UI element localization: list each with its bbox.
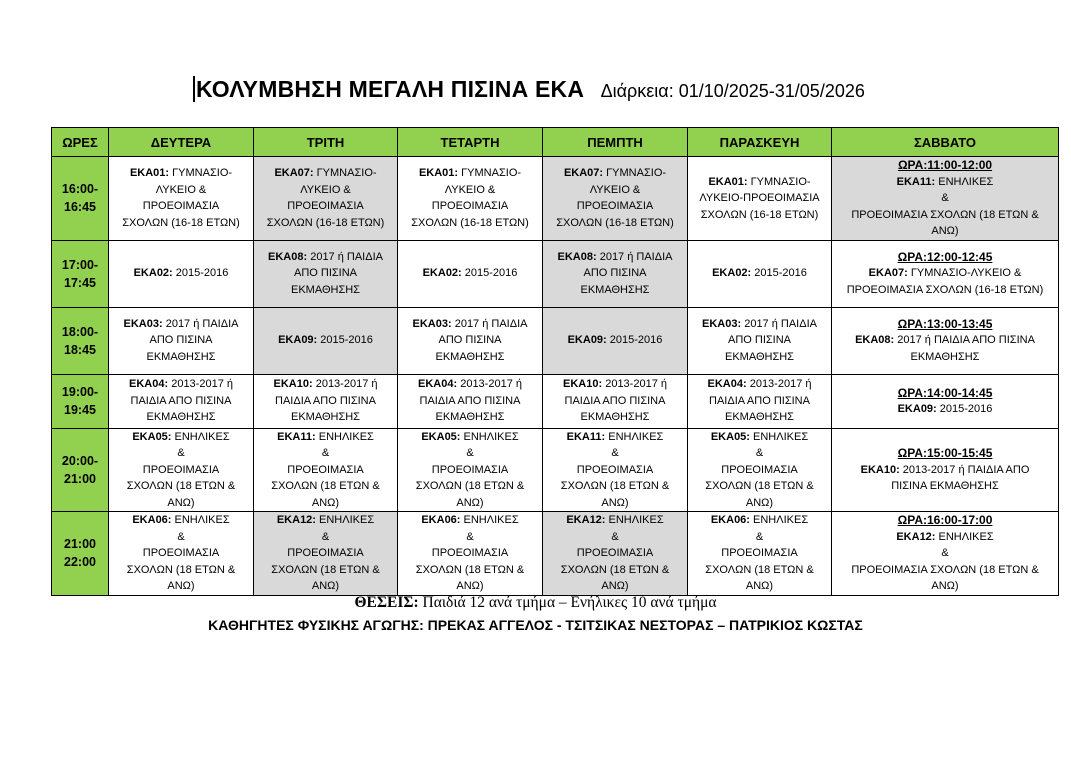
- session-time: ΩΡΑ:14:00-14:45: [897, 385, 993, 400]
- class-desc-line: &: [611, 447, 619, 459]
- hour-label: 16:45: [64, 200, 96, 215]
- header-wednesday: ΤΕΤΑΡΤΗ: [398, 128, 543, 157]
- class-desc-line: ΣΧΟΛΩΝ (18 ΕΤΩΝ &: [560, 563, 670, 576]
- class-heading: [109, 429, 253, 446]
- class-heading: [688, 316, 831, 333]
- class-desc-line: 2013-2017 ή: [460, 378, 522, 391]
- class-desc-line: ΣΧΟΛΩΝ (18 ΕΤΩΝ &: [415, 480, 525, 492]
- class-desc-line: ΠΑΙΔΙΑ ΑΠΟ ΠΙΣΙΝΑ: [130, 394, 232, 407]
- class-desc-line: ΕΝΗΛΙΚΕΣ: [753, 430, 809, 443]
- class-desc-line: ΑΝΩ): [601, 496, 629, 509]
- class-desc-line: 2017 ή ΠΑΙΔΙΑ: [165, 317, 239, 330]
- class-desc-line: 2015-2016: [464, 267, 518, 280]
- hour-label: 21:00: [64, 471, 96, 486]
- class-heading: [398, 316, 542, 333]
- class-desc-line: 2013-2017 ή ΠΑΙΔΙΑ ΑΠΟ: [902, 463, 1030, 476]
- teachers-note: ΚΑΘΗΓΗΤΕΣ ΦΥΣΙΚΗΣ ΑΓΩΓΗΣ: ΠΡΕΚΑΣ ΑΓΓΕΛΟΣ - ΤΣΙΤΣΙΚΑΣ ΝΕΣΤΟΡΑΣ – ΠΑΤΡΙΚΙΟΣ ΚΩΣΤΑΣ: [208, 617, 863, 633]
- class-cell-wednesday: [398, 512, 543, 596]
- class-code: ΕΚΑ09:: [278, 334, 318, 347]
- class-cell-thursday: [543, 307, 688, 374]
- class-code: ΕΚΑ02:: [422, 267, 462, 280]
- class-heading: [543, 429, 687, 446]
- class-cell-thursday: [543, 157, 688, 241]
- class-cell-monday: [109, 157, 254, 241]
- class-heading: [109, 512, 253, 529]
- class-heading: [543, 512, 687, 529]
- class-desc-line: ΣΧΟΛΩΝ (18 ΕΤΩΝ &: [705, 480, 814, 492]
- class-heading: [543, 376, 687, 393]
- class-desc-line: 2013-2017 ή: [749, 378, 812, 391]
- class-desc-line: &: [941, 547, 949, 559]
- class-cell-saturday: [832, 374, 1059, 428]
- class-desc-line: ΣΧΟΛΩΝ (18 ΕΤΩΝ &: [271, 563, 380, 576]
- class-cell-thursday: [543, 512, 688, 596]
- class-cell-friday: [688, 374, 832, 428]
- class-heading: [109, 265, 253, 282]
- class-cell-wednesday: [398, 428, 543, 512]
- class-desc-line: ΠΡΟΕΟΙΜΑΣΙΑ: [431, 547, 509, 559]
- class-desc-line: ΠΑΙΔΙΑ ΑΠΟ ΠΙΣΙΝΑ: [275, 394, 376, 407]
- class-cell-tuesday: [254, 512, 398, 596]
- class-code: ΕΚΑ10:: [860, 463, 900, 476]
- hour-cell: [52, 512, 109, 596]
- class-heading: [398, 165, 542, 182]
- class-code: ΕΚΑ07:: [868, 267, 908, 280]
- class-desc-line: ΓΥΜΝΑΣΙΟ-: [316, 167, 377, 180]
- header-tuesday: ΤΡΙΤΗ: [254, 128, 398, 157]
- class-heading: [832, 401, 1058, 418]
- class-code: ΕΚΑ08:: [855, 334, 895, 347]
- class-desc-line: &: [321, 447, 330, 459]
- class-desc-line: ΕΝΗΛΙΚΕΣ: [753, 514, 809, 526]
- class-code: ΕΚΑ09:: [567, 334, 607, 347]
- class-desc-line: ΠΡΟΕΟΙΜΑΣΙΑ ΣΧΟΛΩΝ (18 ΕΤΩΝ &: [851, 208, 1039, 221]
- hour-cell: [52, 374, 109, 428]
- class-cell-tuesday: [254, 307, 398, 374]
- class-desc-line: ΠΡΟΕΟΙΜΑΣΙΑ: [142, 200, 220, 213]
- class-heading: [398, 376, 542, 393]
- class-code: ΕΚΑ05:: [710, 430, 750, 443]
- class-desc-line: ΕΝΗΛΙΚΕΣ: [463, 430, 519, 443]
- class-cell-saturday: [832, 512, 1059, 596]
- class-cell-monday: [109, 240, 254, 307]
- class-desc-line: ΠΡΟΕΟΙΜΑΣΙΑ: [721, 463, 798, 476]
- class-heading: [832, 265, 1058, 282]
- class-desc-line: ΑΠΟ ΠΙΣΙΝΑ: [583, 267, 647, 280]
- class-cell-tuesday: [254, 240, 398, 307]
- class-desc-line: ΑΝΩ): [167, 496, 195, 509]
- schedule-row: [52, 428, 1059, 512]
- class-heading: [832, 174, 1058, 191]
- class-desc-line: ΕΚΜΑΘΗΣΗΣ: [291, 283, 360, 296]
- hour-label: 21:00: [64, 537, 96, 552]
- class-cell-friday: [688, 428, 832, 512]
- class-cell-monday: [109, 512, 254, 596]
- class-cell-wednesday: [398, 374, 543, 428]
- hour-label: 19:45: [64, 403, 96, 417]
- class-cell-monday: [109, 428, 254, 512]
- class-desc-line: ΕΝΗΛΙΚΕΣ: [938, 175, 994, 188]
- class-heading: [254, 165, 397, 182]
- class-desc-line: ΕΚΜΑΘΗΣΗΣ: [146, 411, 216, 424]
- schedule-row: [52, 240, 1059, 307]
- class-desc-line: ΣΧΟΛΩΝ (18 ΕΤΩΝ &: [126, 563, 236, 576]
- class-desc-line: ΠΙΣΙΝΑ ΕΚΜΑΘΗΣΗΣ: [891, 480, 999, 492]
- page-title-row: [193, 76, 865, 103]
- class-cell-thursday: [543, 240, 688, 307]
- class-heading: [254, 376, 397, 393]
- session-time: ΩΡΑ:13:00-13:45: [897, 316, 993, 331]
- class-heading: [543, 332, 687, 349]
- class-heading: [832, 462, 1058, 479]
- class-desc-line: 2015-2016: [939, 403, 993, 415]
- class-desc-line: ΣΧΟΛΩΝ (18 ΕΤΩΝ &: [126, 480, 236, 492]
- class-desc-line: ΕΝΗΛΙΚΕΣ: [608, 514, 664, 526]
- class-desc-line: ΕΚΜΑΘΗΣΗΣ: [291, 411, 360, 424]
- class-desc-line: ΠΑΙΔΙΑ ΑΠΟ ΠΙΣΙΝΑ: [709, 394, 810, 407]
- class-code: ΕΚΑ06:: [132, 514, 172, 526]
- class-desc-line: &: [466, 447, 474, 459]
- class-cell-friday: [688, 512, 832, 596]
- class-desc-line: ΠΡΟΕΟΙΜΑΣΙΑ ΣΧΟΛΩΝ (16-18 ΕΤΩΝ): [846, 283, 1044, 296]
- class-cell-thursday: [543, 374, 688, 428]
- class-desc-line: &: [941, 192, 949, 204]
- class-desc-line: 2013-2017 ή: [315, 378, 378, 391]
- class-desc-line: ΣΧΟΛΩΝ (16-18 ΕΤΩΝ): [266, 216, 385, 229]
- class-code: ΕΚΑ04:: [129, 378, 169, 391]
- hour-label: 17:00-: [61, 257, 99, 272]
- class-code: ΕΚΑ10:: [563, 378, 603, 391]
- class-desc-line: ΠΡΟΕΟΙΜΑΣΙΑ: [287, 463, 364, 476]
- class-desc-line: ΕΚΜΑΘΗΣΗΣ: [725, 411, 794, 424]
- class-desc-line: ΣΧΟΛΩΝ (18 ΕΤΩΝ &: [560, 480, 670, 492]
- header-row: [52, 128, 1059, 157]
- class-cell-saturday: [832, 157, 1059, 241]
- class-heading: [254, 512, 397, 529]
- class-heading: [832, 529, 1058, 546]
- class-heading: [543, 165, 687, 182]
- class-desc-line: 2017 ή ΠΑΙΔΙΑ: [310, 250, 383, 263]
- page-title: ΚΟΛΥΜΒΗΣΗ ΜΕΓΑΛΗ ΠΙΣΙΝΑ ΕΚΑ: [193, 76, 584, 102]
- class-desc-line: ΑΠΟ ΠΙΣΙΝΑ: [727, 334, 792, 347]
- class-desc-line: ΠΡΟΕΟΙΜΑΣΙΑ: [287, 200, 364, 213]
- class-desc-line: 2015-2016: [754, 267, 807, 280]
- class-desc-line: ΑΝΩ): [456, 580, 484, 592]
- class-code: ΕΚΑ12:: [276, 514, 316, 526]
- class-desc-line: 2015-2016: [609, 334, 663, 347]
- class-desc-line: ΑΠΟ ΠΙΣΙΝΑ: [293, 267, 358, 280]
- class-cell-tuesday: [254, 428, 398, 512]
- class-code: ΕΚΑ07:: [563, 167, 604, 180]
- class-desc-line: ΛΥΚΕΙΟ-ΠΡΟΕΟΙΜΑΣΙΑ: [699, 192, 820, 204]
- class-desc-line: 2017 ή ΠΑΙΔΙΑ: [599, 250, 673, 263]
- class-cell-wednesday: [398, 307, 543, 374]
- places-label: ΘΕΣΕΙΣ:: [354, 594, 419, 611]
- class-code: ΕΚΑ11:: [566, 430, 606, 443]
- class-desc-line: ΑΝΩ): [167, 580, 195, 592]
- class-desc-line: &: [466, 530, 474, 543]
- class-desc-line: ΑΝΩ): [456, 496, 484, 509]
- hour-label: 18:00-: [61, 324, 99, 339]
- class-heading: [109, 165, 253, 182]
- class-cell-friday: [688, 157, 832, 241]
- class-heading: [832, 332, 1058, 349]
- class-desc-line: ΑΠΟ ΠΙΣΙΝΑ: [149, 334, 213, 347]
- class-desc-line: &: [321, 530, 330, 543]
- class-code: ΕΚΑ06:: [421, 514, 461, 526]
- hour-cell: [52, 157, 109, 241]
- places-text: Παιδιά 12 ανά τμήμα – Ενήλικες 10 ανά τμήμα: [418, 594, 717, 611]
- class-desc-line: ΕΝΗΛΙΚΕΣ: [318, 430, 374, 443]
- class-desc-line: &: [611, 530, 619, 543]
- class-code: ΕΚΑ06:: [710, 514, 750, 526]
- class-desc-line: ΣΧΟΛΩΝ (16-18 ΕΤΩΝ): [122, 216, 240, 229]
- class-desc-line: ΕΚΜΑΘΗΣΗΣ: [910, 350, 980, 363]
- class-code: ΕΚΑ01:: [418, 167, 459, 180]
- class-heading: [109, 316, 253, 333]
- class-code: ΕΚΑ08:: [268, 250, 308, 263]
- class-heading: [688, 174, 831, 191]
- class-heading: [109, 376, 253, 393]
- class-desc-line: ΣΧΟΛΩΝ (18 ΕΤΩΝ &: [705, 563, 814, 576]
- class-desc-line: ΓΥΜΝΑΣΙΟ-: [461, 167, 522, 180]
- hour-label: 19:00-: [61, 385, 99, 399]
- class-heading: [688, 265, 831, 282]
- class-desc-line: ΕΚΜΑΘΗΣΗΣ: [146, 350, 216, 363]
- class-desc-line: ΕΚΜΑΘΗΣΗΣ: [580, 411, 650, 424]
- class-desc-line: ΠΡΟΕΟΙΜΑΣΙΑ: [142, 547, 220, 559]
- header-saturday: ΣΑΒΒΑΤΟ: [832, 128, 1059, 157]
- class-cell-thursday: [543, 428, 688, 512]
- class-code: ΕΚΑ11:: [896, 175, 936, 188]
- header-thursday: ΠΕΜΠΤΗ: [543, 128, 688, 157]
- class-code: ΕΚΑ11:: [277, 430, 316, 443]
- class-desc-line: ΑΝΩ): [745, 580, 774, 592]
- class-code: ΕΚΑ02:: [133, 267, 173, 280]
- session-time: ΩΡΑ:16:00-17:00: [897, 513, 993, 527]
- class-desc-line: ΕΚΜΑΘΗΣΗΣ: [435, 411, 505, 424]
- class-desc-line: ΣΧΟΛΩΝ (16-18 ΕΤΩΝ): [556, 216, 674, 229]
- hour-cell: [52, 240, 109, 307]
- class-desc-line: &: [755, 447, 764, 459]
- class-desc-line: ΣΧΟΛΩΝ (18 ΕΤΩΝ &: [415, 563, 525, 576]
- class-heading: [398, 512, 542, 529]
- schedule-table: [51, 127, 1059, 596]
- class-desc-line: ΠΡΟΕΟΙΜΑΣΙΑ: [142, 463, 220, 476]
- class-code: ΕΚΑ01:: [708, 175, 748, 188]
- class-desc-line: ΠΡΟΕΟΙΜΑΣΙΑ: [431, 463, 509, 476]
- class-desc-line: 2013-2017 ή: [171, 378, 233, 391]
- class-desc-line: ΕΝΗΛΙΚΕΣ: [174, 430, 230, 443]
- class-code: ΕΚΑ03:: [123, 317, 163, 330]
- class-desc-line: 2017 ή ΠΑΙΔΙΑ ΑΠΟ ΠΙΣΙΝΑ: [897, 334, 1035, 347]
- class-heading: [688, 512, 831, 529]
- class-heading: [688, 429, 831, 446]
- class-heading: [254, 332, 397, 349]
- class-code: ΕΚΑ10:: [273, 378, 313, 391]
- class-cell-saturday: [832, 428, 1059, 512]
- hour-cell: [52, 307, 109, 374]
- schedule-row: [52, 374, 1059, 428]
- class-heading: [398, 265, 542, 282]
- class-desc-line: ΕΚΜΑΘΗΣΗΣ: [580, 283, 650, 296]
- hour-label: 22:00: [64, 555, 96, 570]
- class-heading: [688, 376, 831, 393]
- places-note: [0, 594, 1071, 612]
- class-desc-line: ΠΡΟΕΟΙΜΑΣΙΑ: [576, 547, 654, 559]
- class-desc-line: ΛΥΚΕΙΟ &: [300, 183, 351, 196]
- class-cell-monday: [109, 374, 254, 428]
- class-cell-tuesday: [254, 157, 398, 241]
- class-cell-saturday: [832, 240, 1059, 307]
- class-desc-line: ΠΡΟΕΟΙΜΑΣΙΑ ΣΧΟΛΩΝ (18 ΕΤΩΝ &: [851, 563, 1039, 576]
- class-heading: [398, 429, 542, 446]
- class-desc-line: ΕΝΗΛΙΚΕΣ: [463, 514, 519, 526]
- class-desc-line: ΠΡΟΕΟΙΜΑΣΙΑ: [576, 463, 654, 476]
- hour-cell: [52, 428, 109, 512]
- class-desc-line: ΕΝΗΛΙΚΕΣ: [319, 514, 375, 526]
- class-desc-line: ΛΥΚΕΙΟ &: [155, 183, 207, 196]
- class-desc-line: &: [755, 530, 764, 543]
- class-desc-line: ΠΡΟΕΟΙΜΑΣΙΑ: [287, 547, 364, 559]
- class-desc-line: ΑΝΩ): [745, 496, 774, 509]
- class-code: ΕΚΑ05:: [421, 430, 461, 443]
- class-code: ΕΚΑ04:: [418, 378, 458, 391]
- class-code: ΕΚΑ07:: [274, 167, 314, 180]
- class-desc-line: ΑΝΩ): [931, 225, 959, 237]
- class-cell-saturday: [832, 307, 1059, 374]
- class-desc-line: ΛΥΚΕΙΟ &: [444, 183, 496, 196]
- class-cell-wednesday: [398, 157, 543, 241]
- duration-label: Διάρκεια: 01/10/2025-31/05/2026: [600, 81, 865, 101]
- class-desc-line: ΣΧΟΛΩΝ (18 ΕΤΩΝ &: [271, 480, 380, 492]
- class-code: ΕΚΑ12:: [896, 530, 936, 543]
- class-desc-line: 2015-2016: [175, 267, 229, 280]
- schedule-row: [52, 307, 1059, 374]
- class-desc-line: ΓΥΜΝΑΣΙΟ-ΛΥΚΕΙΟ &: [910, 267, 1022, 280]
- class-desc-line: ΕΝΗΛΙΚΕΣ: [608, 430, 664, 443]
- class-desc-line: ΕΝΗΛΙΚΕΣ: [174, 514, 230, 526]
- class-desc-line: ΑΝΩ): [931, 580, 959, 592]
- class-desc-line: ΠΡΟΕΟΙΜΑΣΙΑ: [576, 200, 654, 213]
- schedule-row: [52, 512, 1059, 596]
- class-desc-line: 2013-2017 ή: [605, 378, 667, 391]
- class-desc-line: ΕΝΗΛΙΚΕΣ: [938, 530, 994, 543]
- class-code: ΕΚΑ02:: [712, 267, 752, 280]
- class-heading: [543, 249, 687, 266]
- class-desc-line: 2017 ή ΠΑΙΔΙΑ: [744, 317, 817, 330]
- session-time: ΩΡΑ:11:00-12:00: [897, 158, 993, 172]
- hour-label: 20:00-: [61, 453, 99, 468]
- class-desc-line: ΠΑΙΔΙΑ ΑΠΟ ΠΙΣΙΝΑ: [564, 394, 666, 407]
- class-desc-line: 2017 ή ΠΑΙΔΙΑ: [454, 317, 528, 330]
- class-desc-line: &: [177, 530, 185, 543]
- class-desc-line: ΠΡΟΕΟΙΜΑΣΙΑ: [431, 200, 509, 213]
- hour-label: 16:00-: [61, 182, 99, 197]
- class-code: ΕΚΑ08:: [557, 250, 597, 263]
- class-cell-tuesday: [254, 374, 398, 428]
- class-desc-line: ΓΥΜΝΑΣΙΟ-: [172, 167, 233, 180]
- class-heading: [254, 429, 397, 446]
- class-code: ΕΚΑ04:: [707, 378, 747, 391]
- class-desc-line: &: [177, 447, 185, 459]
- class-desc-line: ΓΥΜΝΑΣΙΟ-: [606, 167, 667, 180]
- class-desc-line: ΣΧΟΛΩΝ (16-18 ΕΤΩΝ): [700, 208, 819, 221]
- header-friday: ΠΑΡΑΣΚΕΥΗ: [688, 128, 832, 157]
- class-desc-line: 2015-2016: [320, 334, 373, 347]
- class-desc-line: ΠΑΙΔΙΑ ΑΠΟ ΠΙΣΙΝΑ: [419, 394, 521, 407]
- class-desc-line: ΑΝΩ): [601, 580, 629, 592]
- schedule-row: [52, 157, 1059, 241]
- class-desc-line: ΕΚΜΑΘΗΣΗΣ: [725, 350, 794, 363]
- header-hours: ΩΡΕΣ: [52, 128, 109, 157]
- class-code: ΕΚΑ05:: [132, 430, 172, 443]
- class-desc-line: ΓΥΜΝΑΣΙΟ-: [750, 175, 811, 188]
- class-desc-line: ΛΥΚΕΙΟ &: [589, 183, 641, 196]
- class-desc-line: ΕΚΜΑΘΗΣΗΣ: [435, 350, 505, 363]
- class-code: ΕΚΑ03:: [702, 317, 742, 330]
- class-cell-friday: [688, 307, 832, 374]
- session-time: ΩΡΑ:12:00-12:45: [897, 249, 993, 264]
- class-code: ΕΚΑ03:: [412, 317, 452, 330]
- class-cell-friday: [688, 240, 832, 307]
- hour-label: 18:45: [64, 342, 96, 357]
- header-monday: ΔΕΥΤΕΡΑ: [109, 128, 254, 157]
- class-desc-line: ΑΠΟ ΠΙΣΙΝΑ: [438, 334, 502, 347]
- class-desc-line: ΑΝΩ): [311, 580, 340, 592]
- class-code: ΕΚΑ01:: [129, 167, 170, 180]
- class-code: ΕΚΑ12:: [566, 514, 606, 526]
- session-time: ΩΡΑ:15:00-15:45: [897, 446, 993, 460]
- class-cell-wednesday: [398, 240, 543, 307]
- schedule-body: [52, 157, 1059, 596]
- class-heading: [254, 249, 397, 266]
- class-desc-line: ΑΝΩ): [311, 496, 340, 509]
- class-desc-line: ΣΧΟΛΩΝ (16-18 ΕΤΩΝ): [411, 216, 529, 229]
- class-cell-monday: [109, 307, 254, 374]
- class-desc-line: ΠΡΟΕΟΙΜΑΣΙΑ: [721, 547, 798, 559]
- class-code: ΕΚΑ09:: [897, 403, 937, 415]
- hour-label: 17:45: [64, 275, 96, 290]
